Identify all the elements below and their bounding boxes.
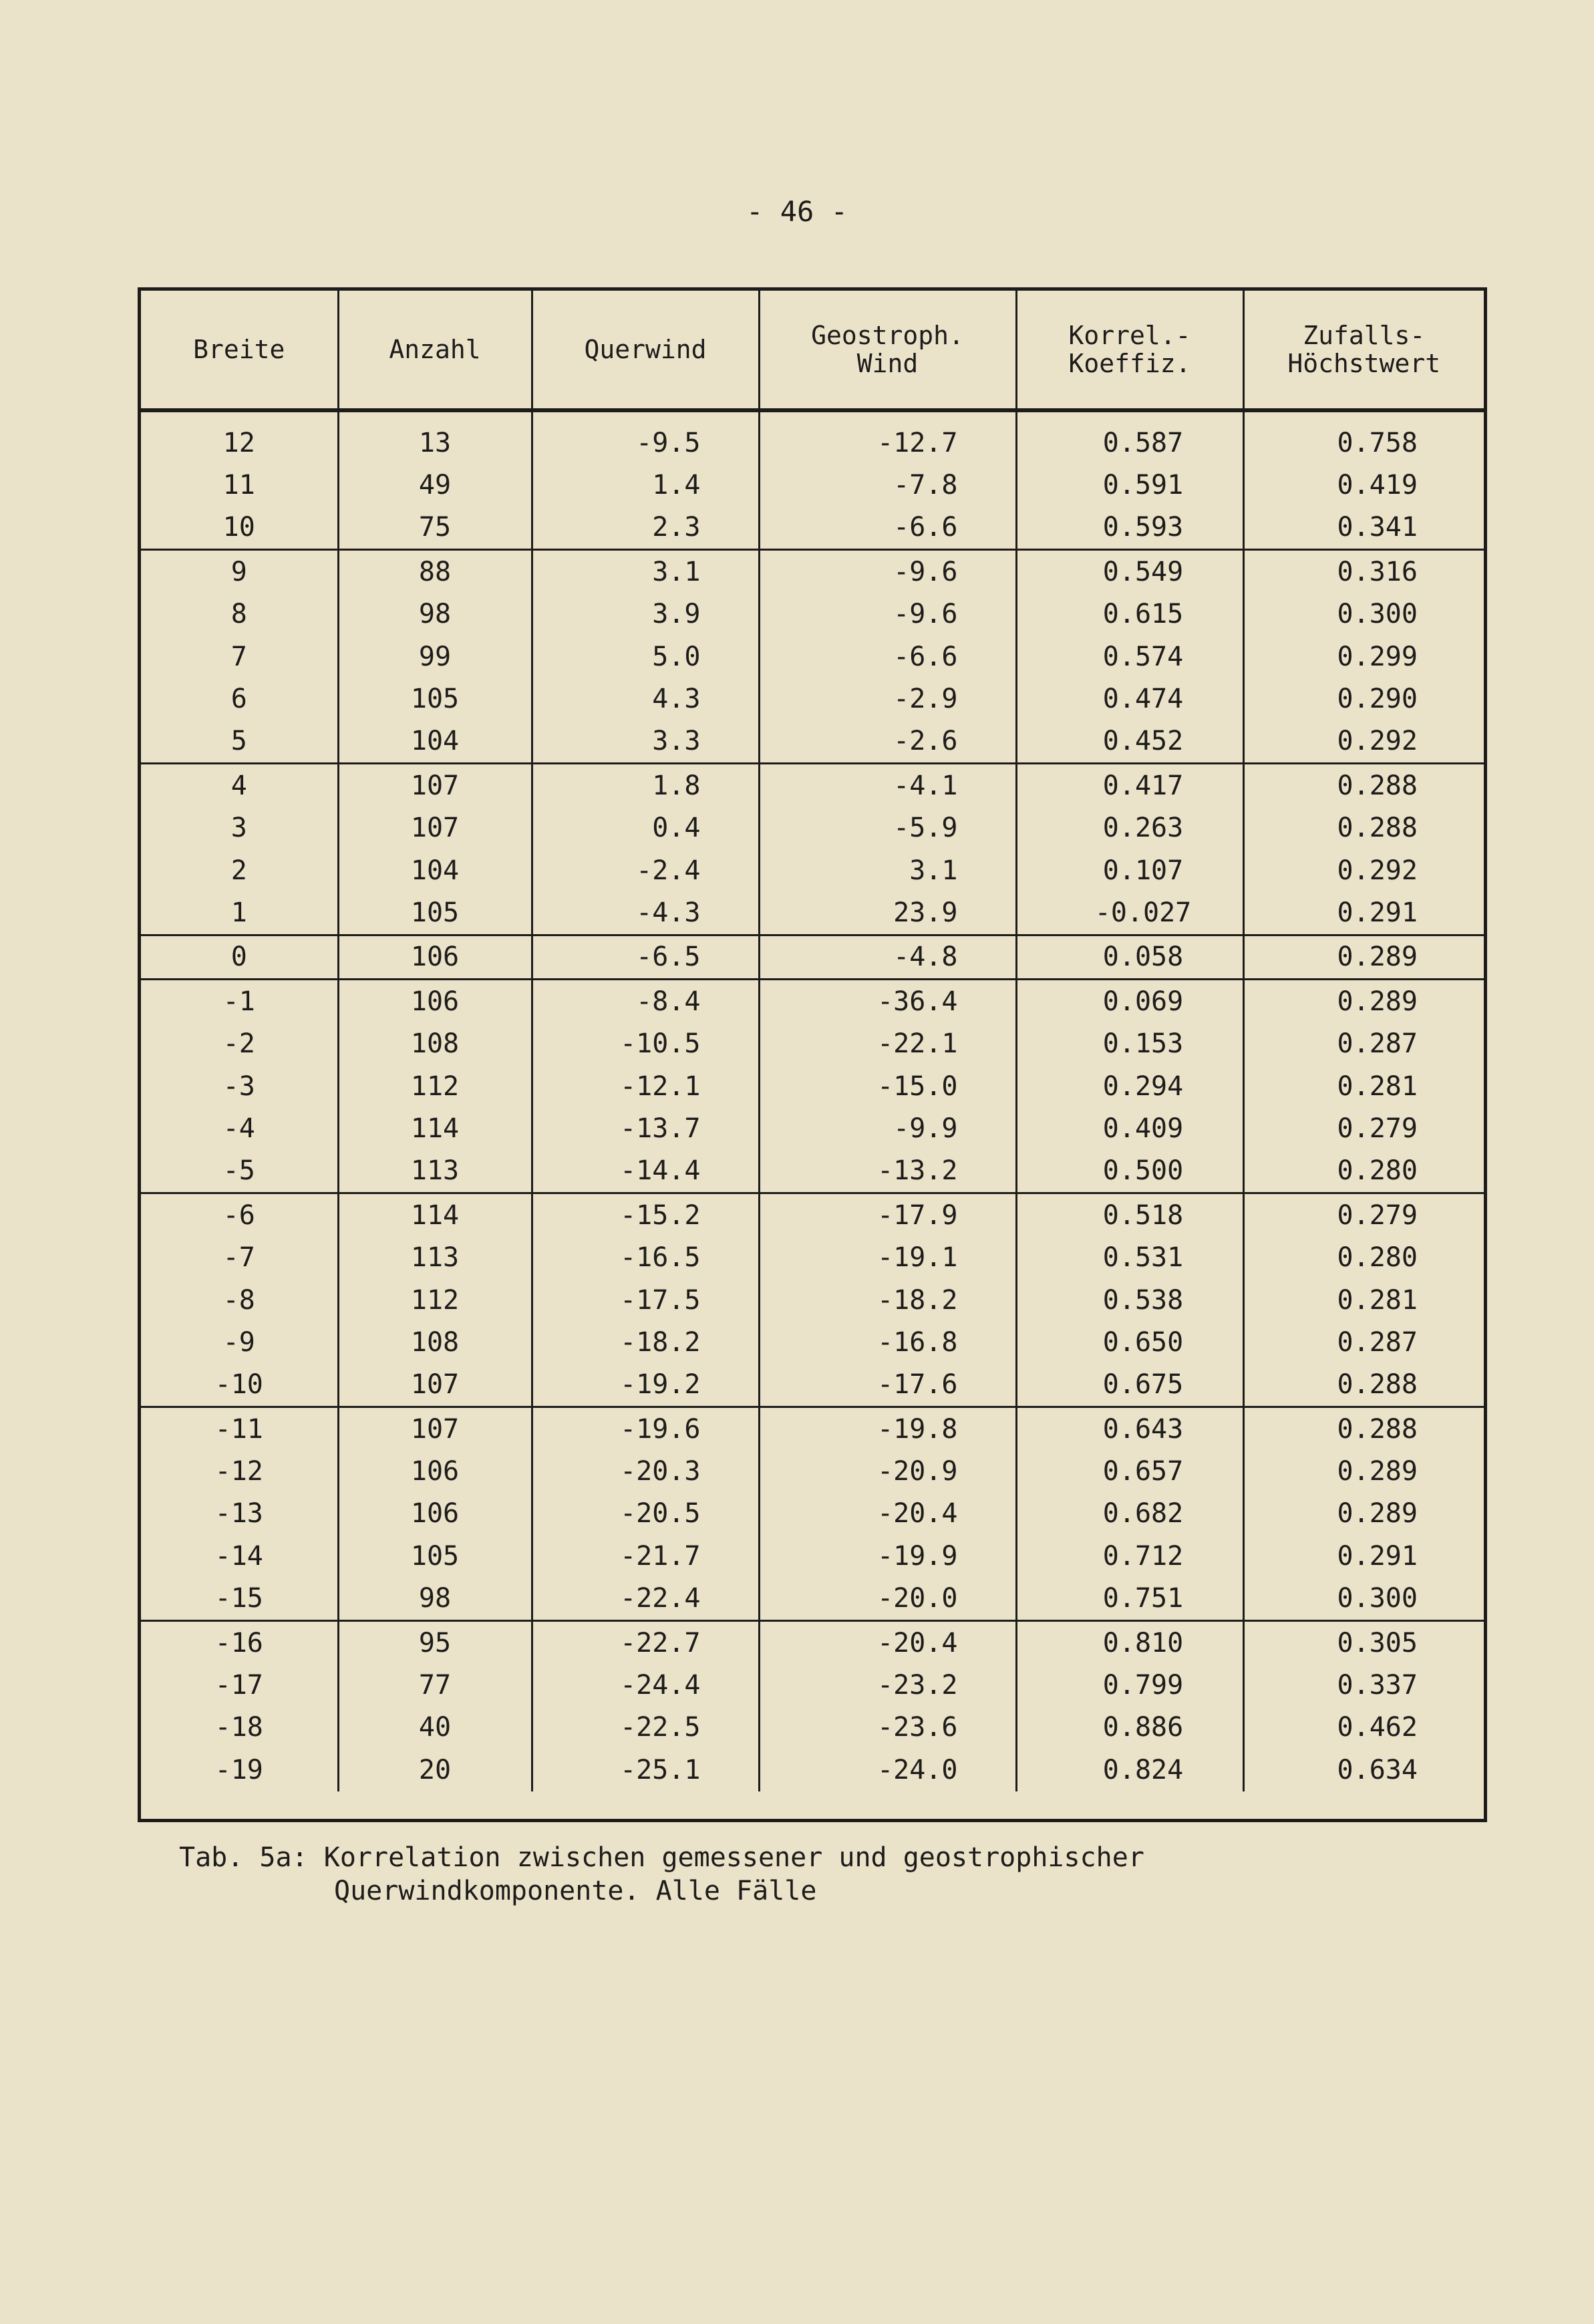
cell-geostroph-wind: -36.4 <box>759 980 1016 1023</box>
cell-geostroph-wind: -20.9 <box>759 1450 1016 1492</box>
cell-geostroph-wind: -17.6 <box>759 1364 1016 1407</box>
table-row <box>141 1364 1484 1407</box>
cell-anzahl: 13 <box>338 410 532 464</box>
header-geostroph-wind <box>759 291 1016 410</box>
cell-korrel-koeffiz: 0.824 <box>1016 1749 1243 1791</box>
cell-breite: -5 <box>141 1150 338 1193</box>
cell-breite: -14 <box>214 1540 263 1572</box>
cell-anzahl: 104 <box>338 849 532 891</box>
cell-korrel-koeffiz: 0.417 <box>1016 764 1243 807</box>
header-zufalls-hoechstwert-line-2: Höchstwert <box>1287 349 1441 378</box>
cell-anzahl: 113 <box>338 1236 532 1278</box>
table-row <box>141 1193 1484 1237</box>
table-row <box>141 1236 1484 1278</box>
cell-geostroph-wind: -9.6 <box>759 593 1016 635</box>
table-row <box>141 593 1484 635</box>
cell-breite: -17 <box>214 1670 263 1701</box>
cell-breite: -7 <box>222 1242 255 1274</box>
page-number: - 46 - <box>746 195 848 228</box>
header-querwind-line-1: Querwind <box>584 335 707 364</box>
header-korrel-koeffiz-line-1: Korrel.- <box>1068 321 1191 350</box>
cell-querwind: -19.2 <box>532 1364 759 1407</box>
cell-querwind: 3.9 <box>532 593 759 635</box>
cell-anzahl: 104 <box>338 720 532 764</box>
cell-geostroph-wind: -23.6 <box>759 1707 1016 1749</box>
cell-korrel-koeffiz: 0.675 <box>1016 1364 1243 1407</box>
cell-querwind: -6.5 <box>532 935 759 979</box>
cell-zufalls-hoechstwert: 0.279 <box>1243 1193 1484 1237</box>
cell-geostroph-wind: -24.0 <box>759 1749 1016 1791</box>
cell-breite: -8 <box>222 1284 255 1316</box>
cell-querwind: 5.0 <box>532 635 759 678</box>
cell-geostroph-wind: -9.9 <box>759 1107 1016 1149</box>
cell-breite: 11 <box>222 470 255 501</box>
table-row <box>141 891 1484 935</box>
cell-geostroph-wind: -16.8 <box>759 1321 1016 1363</box>
cell-anzahl: 99 <box>338 635 532 678</box>
cell-zufalls-hoechstwert: 0.280 <box>1243 1236 1484 1278</box>
cell-korrel-koeffiz: 0.799 <box>1016 1664 1243 1706</box>
cell-zufalls-hoechstwert: 0.281 <box>1243 1279 1484 1321</box>
cell-geostroph-wind: -6.6 <box>759 506 1016 550</box>
cell-geostroph-wind: -15.0 <box>759 1065 1016 1107</box>
cell-anzahl: 49 <box>338 464 532 506</box>
table-caption <box>179 1841 1144 1908</box>
cell-korrel-koeffiz: 0.549 <box>1016 550 1243 593</box>
cell-breite: -16 <box>214 1627 263 1658</box>
table-row <box>141 1022 1484 1064</box>
table-row <box>141 635 1484 678</box>
table-row <box>141 1578 1484 1621</box>
header-zufalls-hoechstwert-line-1: Zufalls- <box>1303 321 1426 350</box>
header-geostroph-wind-line-2: Wind <box>856 349 919 378</box>
cell-anzahl: 40 <box>338 1707 532 1749</box>
cell-querwind: -25.1 <box>532 1749 759 1791</box>
cell-korrel-koeffiz: 0.263 <box>1016 807 1243 849</box>
cell-anzahl: 105 <box>338 1535 532 1577</box>
cell-breite: 3 <box>230 813 247 844</box>
correlation-table <box>141 291 1484 1791</box>
cell-querwind: 2.3 <box>532 506 759 550</box>
table-row <box>141 1749 1484 1791</box>
cell-korrel-koeffiz: 0.452 <box>1016 720 1243 764</box>
table-row <box>141 980 1484 1023</box>
cell-korrel-koeffiz: 0.657 <box>1016 1450 1243 1492</box>
cell-zufalls-hoechstwert: 0.289 <box>1243 1450 1484 1492</box>
cell-breite: -19 <box>214 1754 263 1785</box>
cell-korrel-koeffiz: 0.751 <box>1016 1578 1243 1621</box>
cell-anzahl: 98 <box>338 593 532 635</box>
cell-geostroph-wind: -2.9 <box>759 678 1016 720</box>
cell-korrel-koeffiz: 0.591 <box>1016 464 1243 506</box>
table-row <box>141 1407 1484 1450</box>
cell-zufalls-hoechstwert: 0.341 <box>1243 506 1484 550</box>
cell-zufalls-hoechstwert: 0.291 <box>1243 891 1484 935</box>
cell-anzahl: 108 <box>338 1321 532 1363</box>
cell-breite: 8 <box>230 599 247 630</box>
table-row <box>141 807 1484 849</box>
cell-zufalls-hoechstwert: 0.290 <box>1243 678 1484 720</box>
cell-geostroph-wind: -18.2 <box>759 1279 1016 1321</box>
cell-anzahl: 105 <box>338 891 532 935</box>
cell-breite: -9 <box>222 1326 255 1358</box>
cell-zufalls-hoechstwert: 0.279 <box>1243 1107 1484 1149</box>
cell-querwind: -14.4 <box>532 1150 759 1193</box>
cell-querwind: -10.5 <box>532 1022 759 1064</box>
cell-zufalls-hoechstwert: 0.288 <box>1243 807 1484 849</box>
cell-korrel-koeffiz: 0.058 <box>1016 935 1243 979</box>
cell-korrel-koeffiz: 0.650 <box>1016 1321 1243 1363</box>
cell-korrel-koeffiz: 0.153 <box>1016 1022 1243 1064</box>
cell-korrel-koeffiz: 0.474 <box>1016 678 1243 720</box>
cell-korrel-koeffiz: 0.069 <box>1016 980 1243 1023</box>
cell-zufalls-hoechstwert: 0.280 <box>1243 1150 1484 1193</box>
cell-zufalls-hoechstwert: 0.291 <box>1243 1535 1484 1577</box>
table-row <box>141 506 1484 550</box>
cell-geostroph-wind: -19.9 <box>759 1535 1016 1577</box>
cell-geostroph-wind: -4.8 <box>759 935 1016 979</box>
cell-zufalls-hoechstwert: 0.288 <box>1243 1407 1484 1450</box>
header-korrel-koeffiz-line-2: Koeffiz. <box>1068 349 1191 378</box>
cell-korrel-koeffiz: 0.643 <box>1016 1407 1243 1450</box>
cell-querwind: -16.5 <box>532 1236 759 1278</box>
table-row <box>141 720 1484 764</box>
cell-korrel-koeffiz: 0.409 <box>1016 1107 1243 1149</box>
cell-zufalls-hoechstwert: 0.419 <box>1243 464 1484 506</box>
cell-breite: -13 <box>214 1498 263 1530</box>
cell-anzahl: 108 <box>338 1022 532 1064</box>
cell-querwind: -15.2 <box>532 1193 759 1237</box>
cell-geostroph-wind: -17.9 <box>759 1193 1016 1237</box>
table-row <box>141 1450 1484 1492</box>
cell-anzahl: 106 <box>338 1493 532 1535</box>
cell-geostroph-wind: 23.9 <box>759 891 1016 935</box>
header-breite <box>141 291 338 410</box>
cell-querwind: -17.5 <box>532 1279 759 1321</box>
table-row <box>141 550 1484 593</box>
header-querwind <box>532 291 759 410</box>
cell-breite: 10 <box>141 506 338 550</box>
cell-anzahl: 107 <box>338 764 532 807</box>
cell-geostroph-wind: -19.1 <box>759 1236 1016 1278</box>
table-row <box>141 678 1484 720</box>
cell-breite: -2 <box>222 1028 255 1060</box>
table-row <box>141 1065 1484 1107</box>
header-geostroph-wind-line-1: Geostroph. <box>811 321 964 350</box>
cell-geostroph-wind: -19.8 <box>759 1407 1016 1450</box>
cell-geostroph-wind: -9.6 <box>759 550 1016 593</box>
cell-querwind: -4.3 <box>532 891 759 935</box>
cell-querwind: 0.4 <box>532 807 759 849</box>
cell-anzahl: 112 <box>338 1279 532 1321</box>
cell-geostroph-wind: -6.6 <box>759 635 1016 678</box>
cell-anzahl: 106 <box>338 935 532 979</box>
cell-querwind: -21.7 <box>532 1535 759 1577</box>
cell-zufalls-hoechstwert: 0.462 <box>1243 1707 1484 1749</box>
cell-anzahl: 107 <box>338 1364 532 1407</box>
cell-anzahl: 114 <box>338 1107 532 1149</box>
cell-geostroph-wind: -20.0 <box>759 1578 1016 1621</box>
cell-anzahl: 98 <box>338 1578 532 1621</box>
cell-querwind: -22.4 <box>532 1578 759 1621</box>
table-row <box>141 1279 1484 1321</box>
cell-querwind: -2.4 <box>532 849 759 891</box>
cell-zufalls-hoechstwert: 0.289 <box>1243 980 1484 1023</box>
cell-korrel-koeffiz: 0.886 <box>1016 1707 1243 1749</box>
header-breite-line-1: Breite <box>193 335 285 364</box>
cell-geostroph-wind: -12.7 <box>759 410 1016 464</box>
cell-korrel-koeffiz: 0.538 <box>1016 1279 1243 1321</box>
table-row <box>141 1535 1484 1577</box>
cell-geostroph-wind: -20.4 <box>759 1493 1016 1535</box>
cell-korrel-koeffiz: 0.615 <box>1016 593 1243 635</box>
cell-querwind: -22.5 <box>532 1707 759 1749</box>
cell-breite: -1 <box>222 986 255 1017</box>
table-row <box>141 764 1484 807</box>
cell-querwind: 1.8 <box>532 764 759 807</box>
cell-anzahl: 105 <box>338 678 532 720</box>
cell-korrel-koeffiz: 0.682 <box>1016 1493 1243 1535</box>
cell-geostroph-wind: -20.4 <box>759 1620 1016 1664</box>
cell-geostroph-wind: -7.8 <box>759 464 1016 506</box>
cell-querwind: -18.2 <box>532 1321 759 1363</box>
cell-zufalls-hoechstwert: 0.758 <box>1243 410 1484 464</box>
cell-zufalls-hoechstwert: 0.305 <box>1243 1620 1484 1664</box>
cell-breite: -10 <box>141 1364 338 1407</box>
cell-geostroph-wind: -13.2 <box>759 1150 1016 1193</box>
cell-zufalls-hoechstwert: 0.300 <box>1243 593 1484 635</box>
cell-breite: 5 <box>141 720 338 764</box>
header-zufalls-hoechstwert <box>1243 291 1484 410</box>
cell-breite: -18 <box>214 1712 263 1743</box>
cell-anzahl: 114 <box>338 1193 532 1237</box>
cell-zufalls-hoechstwert: 0.337 <box>1243 1664 1484 1706</box>
table-row <box>141 1150 1484 1193</box>
cell-zufalls-hoechstwert: 0.634 <box>1243 1749 1484 1791</box>
cell-querwind: 3.1 <box>532 550 759 593</box>
cell-querwind: -19.6 <box>532 1407 759 1450</box>
cell-breite: 2 <box>230 855 247 886</box>
cell-korrel-koeffiz: 0.593 <box>1016 506 1243 550</box>
header-anzahl-line-1: Anzahl <box>389 335 481 364</box>
cell-anzahl: 113 <box>338 1150 532 1193</box>
caption-line-1: Tab. 5a: Korrelation zwischen gemessener und geostrophischer <box>179 1842 1144 1873</box>
cell-breite: 6 <box>230 684 247 715</box>
cell-querwind: -24.4 <box>532 1664 759 1706</box>
table-frame <box>138 287 1487 1822</box>
caption-line-2: Querwindkomponente. Alle Fälle <box>334 1876 817 1906</box>
cell-anzahl: 77 <box>338 1664 532 1706</box>
cell-korrel-koeffiz: -0.027 <box>1016 891 1243 935</box>
cell-querwind: -9.5 <box>532 410 759 464</box>
cell-querwind: -12.1 <box>532 1065 759 1107</box>
cell-korrel-koeffiz: 0.712 <box>1016 1535 1243 1577</box>
cell-zufalls-hoechstwert: 0.288 <box>1243 1364 1484 1407</box>
cell-korrel-koeffiz: 0.294 <box>1016 1065 1243 1107</box>
header-korrel-koeffiz <box>1016 291 1243 410</box>
cell-geostroph-wind: -5.9 <box>759 807 1016 849</box>
cell-breite: -6 <box>222 1199 255 1231</box>
table-row <box>141 1321 1484 1363</box>
table-row <box>141 935 1484 979</box>
cell-zufalls-hoechstwert: 0.287 <box>1243 1321 1484 1363</box>
cell-zufalls-hoechstwert: 0.299 <box>1243 635 1484 678</box>
cell-geostroph-wind: -22.1 <box>759 1022 1016 1064</box>
cell-querwind: -13.7 <box>532 1107 759 1149</box>
cell-zufalls-hoechstwert: 0.289 <box>1243 1493 1484 1535</box>
cell-breite: -15 <box>141 1578 338 1621</box>
cell-korrel-koeffiz: 0.810 <box>1016 1620 1243 1664</box>
cell-zufalls-hoechstwert: 0.288 <box>1243 764 1484 807</box>
cell-breite: -3 <box>222 1070 255 1102</box>
cell-breite: -12 <box>214 1456 263 1487</box>
table-row <box>141 1107 1484 1149</box>
table-row <box>141 1664 1484 1706</box>
cell-korrel-koeffiz: 0.500 <box>1016 1150 1243 1193</box>
cell-zufalls-hoechstwert: 0.287 <box>1243 1022 1484 1064</box>
cell-breite: -4 <box>222 1113 255 1144</box>
cell-geostroph-wind: 3.1 <box>759 849 1016 891</box>
cell-geostroph-wind: -23.2 <box>759 1664 1016 1706</box>
cell-anzahl: 75 <box>338 506 532 550</box>
table-body <box>141 410 1484 1791</box>
cell-breite: 1 <box>141 891 338 935</box>
cell-querwind: 3.3 <box>532 720 759 764</box>
cell-anzahl: 95 <box>338 1620 532 1664</box>
cell-anzahl: 20 <box>338 1749 532 1791</box>
cell-geostroph-wind: -4.1 <box>759 764 1016 807</box>
cell-querwind: -22.7 <box>532 1620 759 1664</box>
cell-querwind: -8.4 <box>532 980 759 1023</box>
cell-breite: 9 <box>230 556 247 587</box>
cell-anzahl: 107 <box>338 807 532 849</box>
table-header-row <box>141 291 1484 410</box>
cell-zufalls-hoechstwert: 0.292 <box>1243 720 1484 764</box>
table-row <box>141 1620 1484 1664</box>
table-row <box>141 849 1484 891</box>
cell-querwind: -20.3 <box>532 1450 759 1492</box>
cell-anzahl: 106 <box>338 1450 532 1492</box>
cell-zufalls-hoechstwert: 0.289 <box>1243 935 1484 979</box>
cell-zufalls-hoechstwert: 0.300 <box>1243 1578 1484 1621</box>
cell-zufalls-hoechstwert: 0.281 <box>1243 1065 1484 1107</box>
cell-breite: 4 <box>230 770 247 801</box>
cell-breite: 0 <box>141 935 338 979</box>
cell-breite: 12 <box>222 427 255 458</box>
cell-anzahl: 88 <box>338 550 532 593</box>
table-row <box>141 1493 1484 1535</box>
cell-querwind: -20.5 <box>532 1493 759 1535</box>
cell-anzahl: 107 <box>338 1407 532 1450</box>
cell-anzahl: 112 <box>338 1065 532 1107</box>
cell-zufalls-hoechstwert: 0.292 <box>1243 849 1484 891</box>
table-row <box>141 410 1484 464</box>
cell-querwind: 1.4 <box>532 464 759 506</box>
cell-korrel-koeffiz: 0.518 <box>1016 1193 1243 1237</box>
cell-querwind: 4.3 <box>532 678 759 720</box>
cell-breite: -11 <box>214 1413 263 1445</box>
table-row <box>141 464 1484 506</box>
cell-zufalls-hoechstwert: 0.316 <box>1243 550 1484 593</box>
header-anzahl <box>338 291 532 410</box>
cell-anzahl: 106 <box>338 980 532 1023</box>
cell-geostroph-wind: -2.6 <box>759 720 1016 764</box>
cell-breite: 7 <box>230 641 247 672</box>
cell-korrel-koeffiz: 0.574 <box>1016 635 1243 678</box>
cell-korrel-koeffiz: 0.107 <box>1016 849 1243 891</box>
cell-korrel-koeffiz: 0.531 <box>1016 1236 1243 1278</box>
table-row <box>141 1707 1484 1749</box>
cell-korrel-koeffiz: 0.587 <box>1016 410 1243 464</box>
